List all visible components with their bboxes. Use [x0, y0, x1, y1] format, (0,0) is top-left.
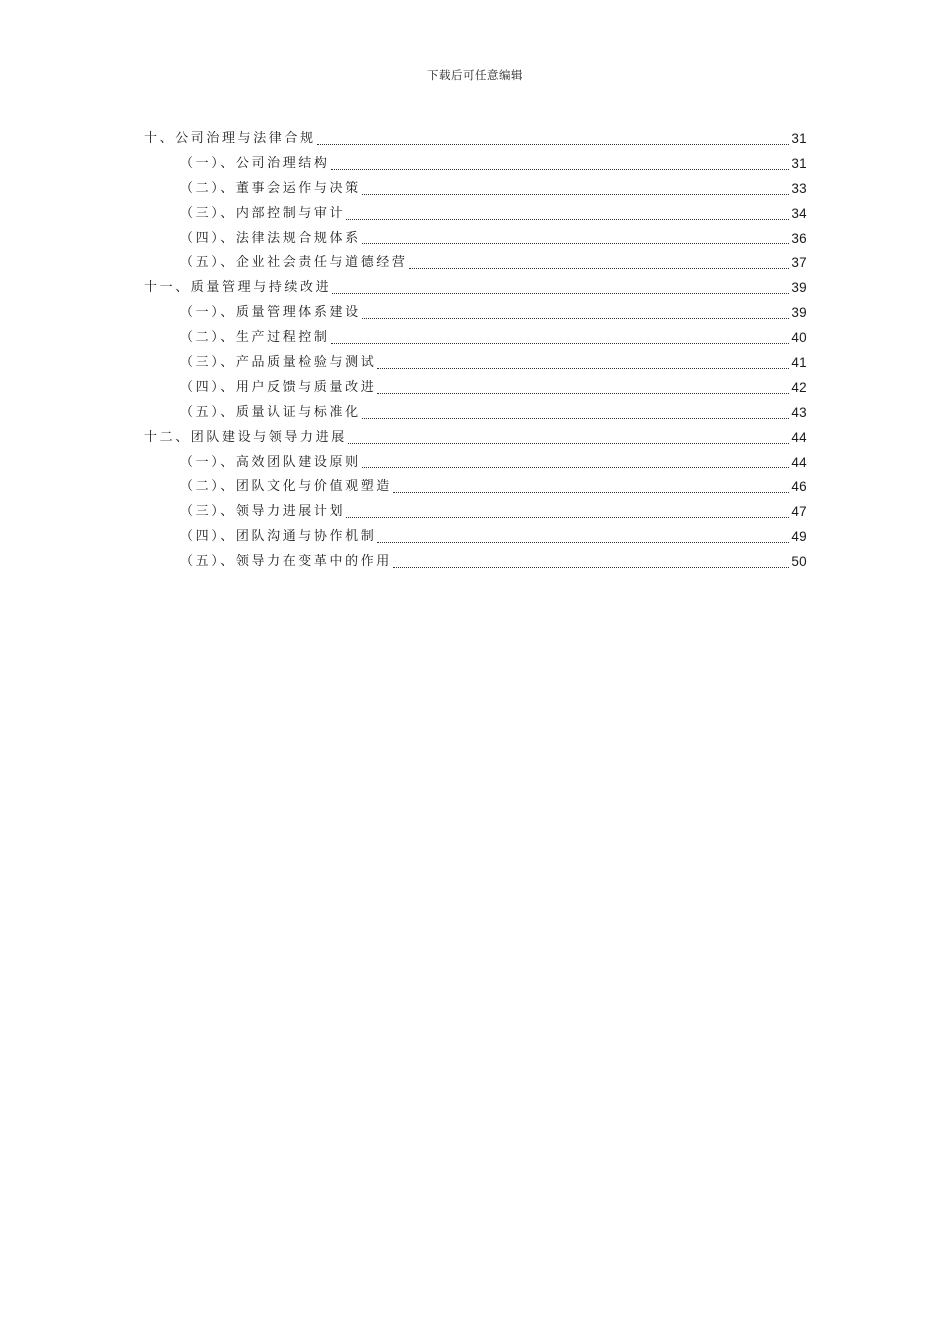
toc-page-number: 31 [791, 155, 807, 171]
toc-dot-leader [331, 343, 790, 344]
toc-entry[interactable] [144, 127, 807, 152]
toc-entry-title: （五）、质量认证与标准化 [180, 404, 361, 420]
toc-entry[interactable] [144, 152, 807, 177]
toc-page-number: 43 [791, 404, 807, 420]
toc-entry-title: （二）、生产过程控制 [180, 330, 330, 346]
toc-page-number: 37 [791, 255, 807, 271]
toc-page-number: 44 [791, 429, 807, 445]
toc-entry-title: （四）、法律法规合规体系 [180, 230, 361, 246]
toc-dot-leader [377, 542, 789, 543]
toc-entry-title: （五）、领导力在变革中的作用 [180, 554, 392, 570]
toc-entry-title: （三）、领导力进展计划 [180, 504, 346, 520]
toc-entry[interactable] [144, 276, 807, 301]
toc-dot-leader [362, 467, 790, 468]
toc-entry[interactable] [144, 401, 807, 426]
toc-page-number: 44 [791, 454, 807, 470]
toc-dot-leader [362, 418, 790, 419]
toc-dot-leader [377, 368, 789, 369]
toc-dot-leader [348, 443, 790, 444]
toc-page-number: 46 [791, 479, 807, 495]
toc-dot-leader [393, 567, 789, 568]
toc-entry[interactable] [144, 251, 807, 276]
toc-page-number: 39 [791, 305, 807, 321]
toc-entry[interactable] [144, 351, 807, 376]
table-of-contents [144, 127, 807, 575]
toc-entry[interactable] [144, 500, 807, 525]
toc-page-number: 36 [791, 230, 807, 246]
toc-entry[interactable] [144, 550, 807, 575]
toc-page-number: 47 [791, 504, 807, 520]
toc-entry-title: 十二、团队建设与领导力进展 [144, 429, 347, 445]
toc-dot-leader [393, 492, 789, 493]
toc-dot-leader [331, 169, 790, 170]
toc-dot-leader [317, 144, 790, 145]
toc-entry[interactable] [144, 475, 807, 500]
toc-entry-title: （四）、用户反馈与质量改进 [180, 379, 377, 395]
toc-dot-leader [409, 268, 790, 269]
toc-page-number: 31 [791, 130, 807, 146]
toc-entry[interactable] [144, 451, 807, 476]
toc-entry[interactable] [144, 376, 807, 401]
toc-page-number: 33 [791, 180, 807, 196]
toc-entry-title: （二）、团队文化与价值观塑造 [180, 479, 392, 495]
toc-entry-title: （三）、产品质量检验与测试 [180, 355, 377, 370]
toc-entry[interactable] [144, 202, 807, 227]
toc-entry[interactable] [144, 301, 807, 326]
toc-entry-title: （一）、公司治理结构 [180, 155, 330, 171]
toc-dot-leader [362, 194, 790, 195]
toc-entry-title: （五）、企业社会责任与道德经营 [180, 255, 408, 271]
toc-entry-title: 十一、质量管理与持续改进 [144, 280, 332, 296]
toc-page-number: 34 [791, 205, 807, 221]
toc-entry-title: （一）、高效团队建设原则 [180, 454, 361, 470]
toc-dot-leader [346, 219, 789, 220]
toc-dot-leader [332, 293, 789, 294]
toc-entry[interactable] [144, 525, 807, 550]
toc-entry-title: （三）、内部控制与审计 [180, 205, 346, 221]
toc-entry[interactable] [144, 326, 807, 351]
toc-entry-title: （二）、董事会运作与决策 [180, 180, 361, 196]
toc-dot-leader [346, 517, 789, 518]
page-header: 下载后可任意编辑 [427, 68, 523, 82]
toc-page-number: 50 [791, 554, 807, 570]
toc-entry-title: 十、公司治理与法律合规 [144, 130, 316, 146]
toc-page-number: 42 [791, 379, 807, 395]
toc-entry-title: （四）、团队沟通与协作机制 [180, 529, 377, 545]
toc-page-number: 41 [791, 355, 807, 370]
toc-page-number: 49 [791, 529, 807, 545]
toc-dot-leader [362, 243, 790, 244]
toc-dot-leader [362, 318, 790, 319]
toc-entry[interactable] [144, 426, 807, 451]
toc-dot-leader [377, 393, 789, 394]
toc-entry-title: （一）、质量管理体系建设 [180, 305, 361, 321]
toc-page-number: 39 [791, 280, 807, 296]
toc-entry[interactable] [144, 227, 807, 252]
toc-entry[interactable] [144, 177, 807, 202]
toc-page-number: 40 [791, 330, 807, 346]
